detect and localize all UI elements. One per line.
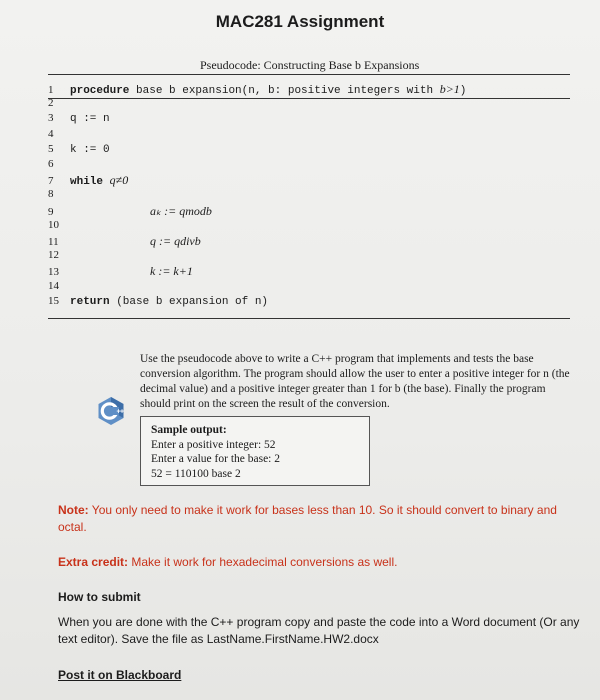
- pseudocode-line: [48, 128, 70, 142]
- pseudocode-line: [48, 249, 70, 263]
- pseudocode-line: [48, 188, 70, 202]
- line-text: procedure base b expansion(n, b: positive integers with b>1): [70, 82, 467, 97]
- extra-credit-paragraph: [58, 555, 397, 569]
- page-title: MAC281 Assignment: [215, 12, 385, 31]
- line-number: 2: [48, 97, 54, 110]
- line-number: 8: [48, 188, 54, 201]
- line-text: q := n: [70, 113, 110, 126]
- pseudocode-line: [48, 204, 212, 218]
- pseudocode-line: [48, 82, 466, 96]
- pseudocode-bottom-rule: [48, 318, 570, 319]
- note-text: You only need to make it work for bases less than 10. So it should convert to binary and octal.: [58, 503, 557, 534]
- line-text: while q≠0: [70, 173, 129, 189]
- line-number: 4: [48, 127, 54, 140]
- svg-text:+: +: [120, 408, 125, 416]
- line-number: 13: [48, 266, 59, 279]
- line-number: 1: [48, 84, 54, 96]
- line-number: 5: [48, 142, 54, 155]
- pseudocode-caption: Pseudocode: Constructing Base b Expansions: [200, 58, 420, 72]
- line-number: 10: [48, 218, 59, 231]
- extra-credit-text: Make it work for hexadecimal conversions as well.: [128, 555, 398, 569]
- pseudocode-line: [48, 280, 70, 294]
- line-text: k := k+1: [150, 264, 193, 279]
- line-text: aₖ := qmodb: [150, 203, 212, 218]
- sample-output-line: 52 = 110100 base 2: [151, 467, 241, 480]
- svg-text:+: +: [116, 408, 121, 416]
- pseudocode-line: [48, 173, 128, 187]
- pseudocode-line: [48, 97, 70, 111]
- sample-output-heading: Sample output:: [151, 424, 227, 436]
- cpp-logo-icon: [96, 396, 126, 426]
- sample-output-line: Enter a positive integer: 52: [151, 438, 276, 451]
- pseudocode-line: [48, 264, 193, 278]
- line-text: k := 0: [70, 143, 110, 156]
- pseudocode-line: [48, 234, 201, 248]
- line-text: return (base b expansion of n): [70, 295, 269, 308]
- pseudocode-mid-rule: [48, 98, 570, 99]
- line-number: 7: [48, 175, 54, 188]
- line-number: 3: [48, 112, 54, 125]
- line-number: 6: [48, 158, 54, 170]
- pseudocode-top-rule: [48, 74, 570, 75]
- extra-credit-label: Extra credit:: [58, 555, 129, 569]
- post-it-on-blackboard-link[interactable]: Post it on Blackboard: [58, 668, 182, 682]
- line-number: 9: [48, 205, 54, 218]
- pseudocode-line: [48, 158, 70, 172]
- note-paragraph: [58, 502, 578, 536]
- pseudocode-line: [48, 295, 268, 309]
- line-number: 14: [48, 279, 59, 292]
- note-label: Note:: [58, 503, 89, 517]
- pseudocode-line: [48, 112, 110, 126]
- line-number: 11: [48, 236, 59, 248]
- pseudocode-line: [48, 143, 110, 157]
- submission-instructions: When you are done with the C++ program copy and paste the code into a Word document (Or any text editor). Save the file as LastName.FirstName.HW2.docx: [58, 615, 580, 646]
- how-to-submit-heading: How to submit: [58, 590, 141, 604]
- sample-output-line: Enter a value for the base: 2: [151, 453, 280, 465]
- pseudocode-line: [48, 219, 70, 233]
- assignment-description: Use the pseudocode above to write a C++ program that implements and tests the base conversion algorithm. The program should allow the user to enter a positive integer for n (the decimal value) and a positive integer greater than 1 for b (the base). Finally the program should print on the screen the result of the conversion.: [140, 353, 570, 410]
- sample-output-box: [140, 416, 370, 486]
- line-text: q := qdivb: [150, 234, 201, 248]
- line-number: 12: [48, 249, 59, 262]
- line-number: 15: [48, 294, 59, 307]
